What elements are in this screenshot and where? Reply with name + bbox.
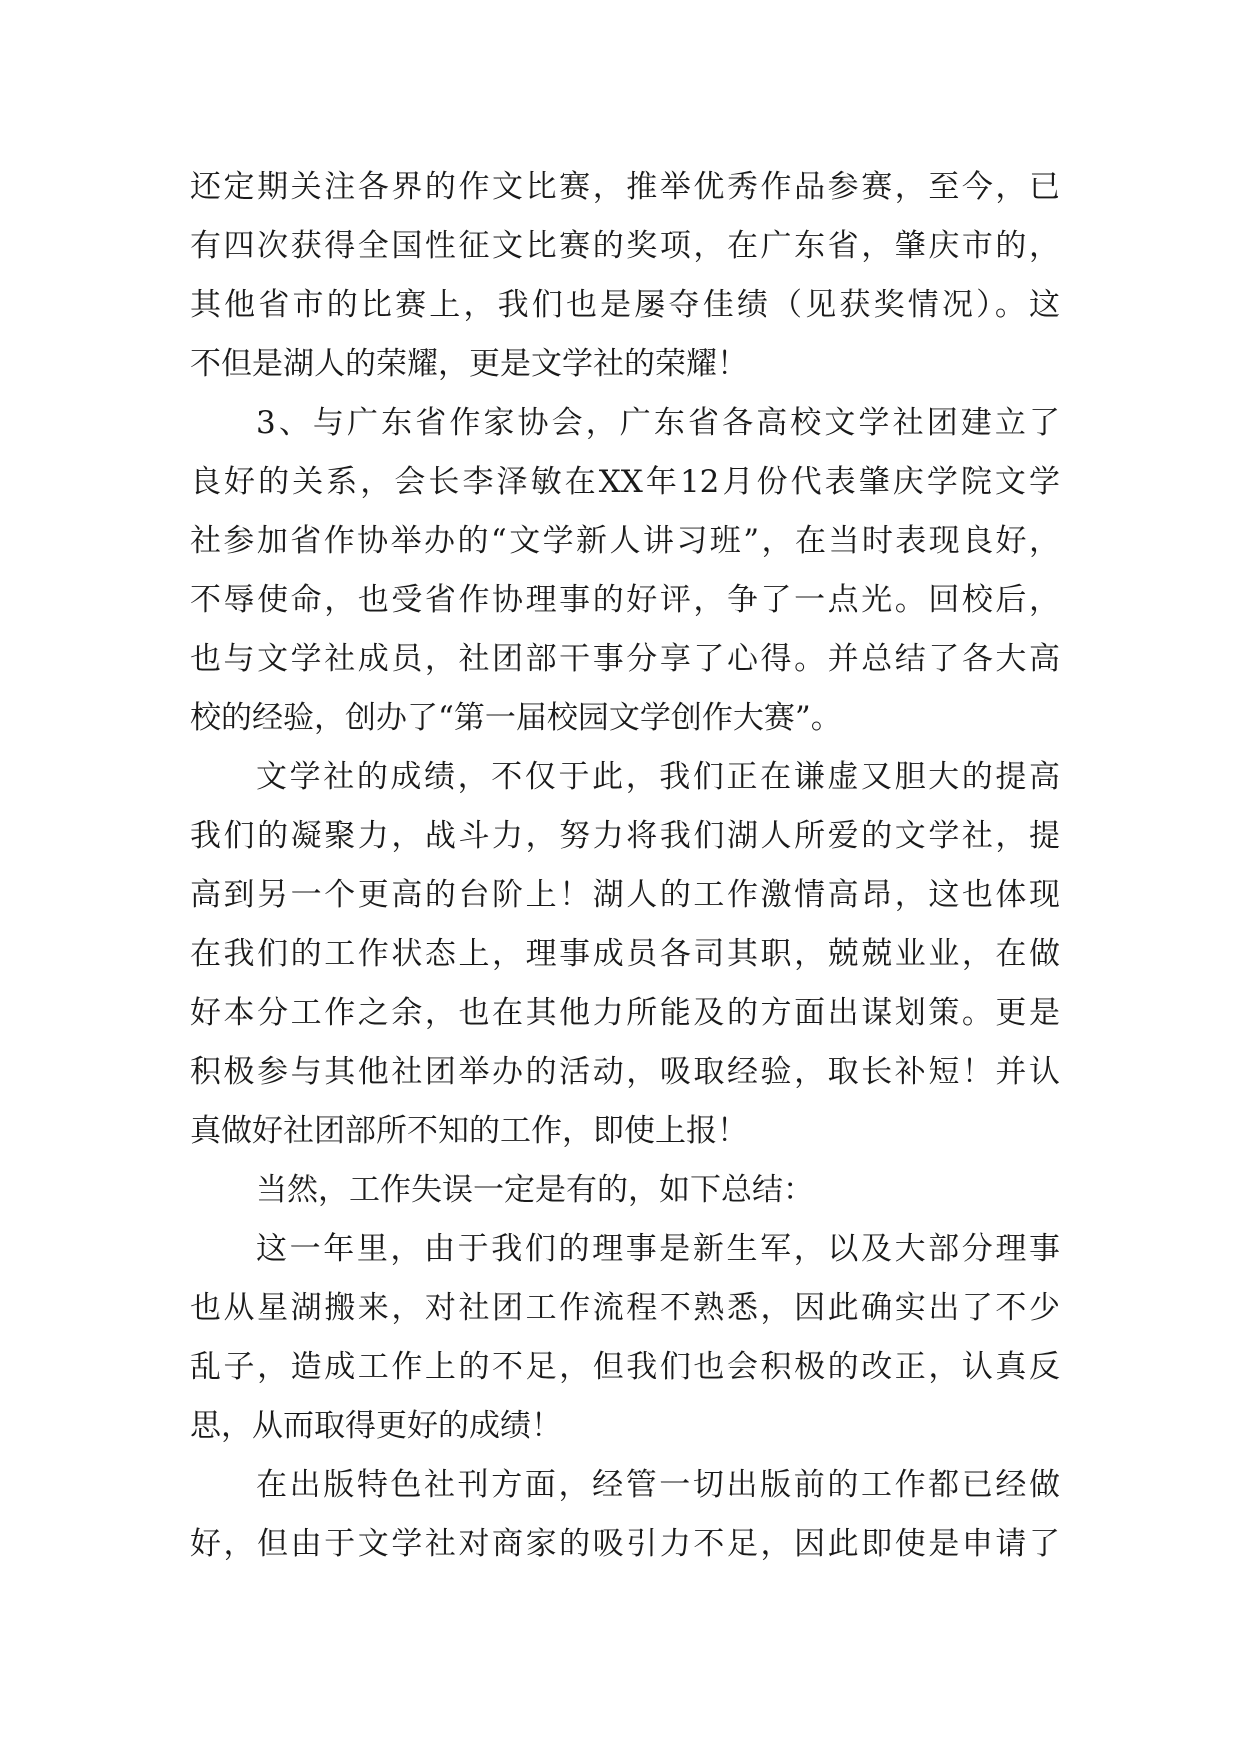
text-line: 良好的关系，会长李泽敏在XX年12月份代表肇庆学院文学: [190, 464, 1060, 500]
text-line: 3、与广东省作家协会，广东省各高校文学社团建立了: [256, 405, 1060, 441]
document-body: [190, 158, 1060, 1574]
text-line: 有四次获得全国性征文比赛的奖项，在广东省，肇庆市的，: [190, 228, 1060, 264]
text-line: 思，从而取得更好的成绩！: [190, 1408, 562, 1444]
text-line: 其他省市的比赛上，我们也是屡夺佳绩（见获奖情况）。这: [190, 287, 1060, 323]
text-line: 也与文学社成员，社团部干事分享了心得。并总结了各大高: [190, 641, 1060, 677]
text-line: 不但是湖人的荣耀，更是文学社的荣耀！: [190, 346, 748, 382]
text-line: 我们的凝聚力，战斗力，努力将我们湖人所爱的文学社，提: [190, 818, 1060, 854]
text-line: 校的经验，创办了“第一届校园文学创作大赛”。: [190, 700, 842, 736]
text-line: 不辱使命，也受省作协理事的好评，争了一点光。回校后，: [190, 582, 1060, 618]
text-line: 社参加省作协举办的“文学新人讲习班”，在当时表现良好，: [190, 523, 1060, 559]
text-line: 还定期关注各界的作文比赛，推举优秀作品参赛，至今，已: [190, 169, 1060, 205]
text-line: 高到另一个更高的台阶上！湖人的工作激情高昂，这也体现: [190, 877, 1060, 913]
text-line: 文学社的成绩，不仅于此，我们正在谦虚又胆大的提高: [256, 759, 1060, 795]
text-line: 好，但由于文学社对商家的吸引力不足，因此即使是申请了: [190, 1526, 1060, 1562]
text-line: 这一年里，由于我们的理事是新生军，以及大部分理事: [256, 1231, 1060, 1267]
text-line: 也从星湖搬来，对社团工作流程不熟悉，因此确实出了不少: [190, 1290, 1060, 1326]
text-line: 积极参与其他社团举办的活动，吸取经验，取长补短！并认: [190, 1054, 1060, 1090]
text-line: 在我们的工作状态上，理事成员各司其职，兢兢业业，在做: [190, 936, 1060, 972]
text-line: 真做好社团部所不知的工作，即使上报！: [190, 1113, 748, 1149]
text-line: 在出版特色社刊方面，经管一切出版前的工作都已经做: [256, 1467, 1060, 1503]
text-line: 好本分工作之余，也在其他力所能及的方面出谋划策。更是: [190, 995, 1060, 1031]
text-line: 当然，工作失误一定是有的，如下总结：: [256, 1172, 814, 1208]
text-line: 乱子，造成工作上的不足，但我们也会积极的改正，认真反: [190, 1349, 1060, 1385]
